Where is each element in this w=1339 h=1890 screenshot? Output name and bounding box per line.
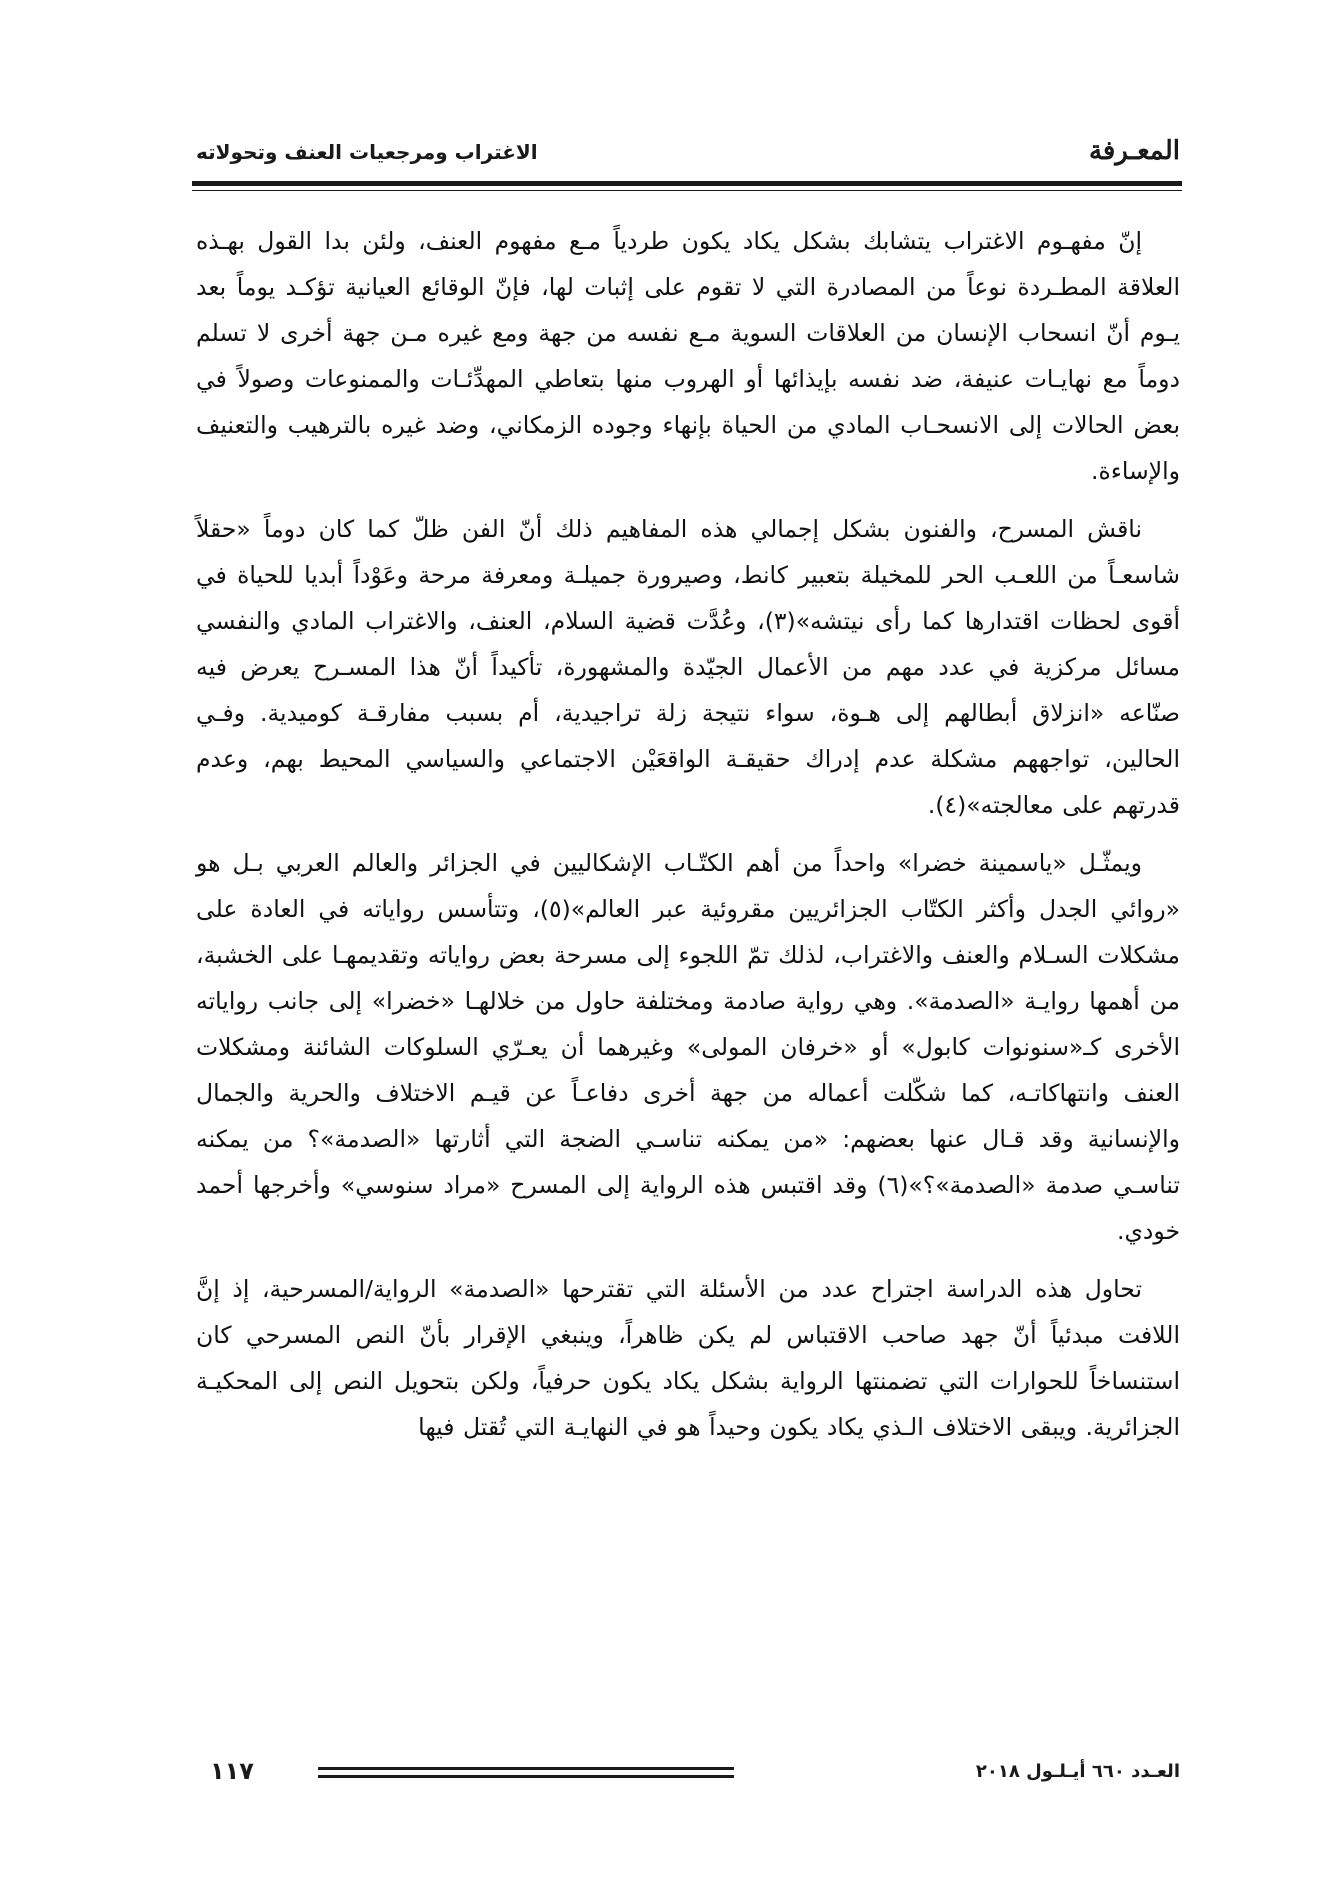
issue-info: العـدد ٦٦٠ أيـلـول ٢٠١٨ <box>975 1761 1180 1782</box>
paragraph: ويمثّـل «ياسمينة خضرا» واحداً من أهم الكتّـاب الإشكاليين في الجزائر والعالم العربي بـل هو «روائي الجدل وأكثر الكتّاب الجزائريين مقروئية عبر العالم»(٥)، وتتأسس رواياته في العادة على مشكلات السـلام والعنف والاغتراب، لذلك تمّ اللجوء إلى مسرحة بعض رواياته وتقديمهـا على الخشبة، من أهمها روايـة «الصدمة». وهي رواية صادمة ومختلفة حاول من خلالهـا «خضرا» إلى جانب رواياته الأخرى كـ«سنونوات كابول» أو «خرفان المولى» وغيرهما أن يعـرّي السلوكات الشائنة ومشكلات العنف وانتهاكاتـه، كما شكّلت أعماله من جهة أخرى دفاعـاً عن قيـم الاختلاف والحرية والجمال والإنسانية وقد قـال عنها بعضهم: «من يمكنه تناسـي الضجة التي أثارتها «الصدمة»؟ من يمكنه تناسـي صدمة «الصدمة»؟»(٦) وقد اقتبس هذه الرواية إلى المسرح «مراد سنوسي» وأخرجها أحمد خودي. <box>196 849 1180 1245</box>
article-body <box>196 218 1180 1450</box>
footer-rule-top <box>318 1767 734 1770</box>
paragraph: إنّ مفهـوم الاغتراب يتشابك بشكل يكاد يكون طردياً مـع مفهوم العنف، ولئن بدا القول بهـذه العلاقة المطـردة نوعاً من المصادرة التي لا تقوم على إثبات لها، فإنّ الوقائع العيانية تؤكـد يوماً بعد يـوم أنّ انسحاب الإنسان من العلاقات السوية مـع نفسه من جهة ومع غيره مـن جهة أخرى لا تسلم دوماً مع نهايـات عنيفة، ضد نفسه بإيذائها أو الهروب منها بتعاطي المهدِّئـات والممنوعات وصولاً في بعض الحالات إلى الانسحـاب المادي من الحياة بإنهاء وجوده الزمكاني، وضد غيره بالترهيب والتعنيف والإساءة. <box>196 227 1180 485</box>
page-number: ١١٧ <box>210 1757 254 1785</box>
header-rule-thick <box>192 181 1182 186</box>
page-header <box>196 132 1180 172</box>
paragraph: تحاول هذه الدراسة اجتراح عدد من الأسئلة التي تقترحها «الصدمة» الرواية/المسرحية، إذ إنَّ اللافت مبدئياً أنّ جهد صاحب الاقتباس لم يكن ظاهراً، وينبغي الإقرار بأنّ النص المسرحي كان استنساخاً للحوارات التي تضمنتها الرواية بشكل يكاد يكون حرفياً، ولكن بتحويل النص إلى المحكيـة الجزائرية. ويبقى الاختلاف الـذي يكاد يكون وحيداً هو في النهايـة التي تُقتل فيها <box>196 1275 1180 1441</box>
running-title: الاغتراب ومرجعيات العنف وتحولاته <box>196 140 538 164</box>
footer-rule-bottom <box>318 1775 734 1778</box>
magazine-logo: المعـرفة <box>1088 136 1180 166</box>
paragraph: ناقش المسرح، والفنون بشكل إجمالي هذه المفاهيم ذلك أنّ الفن ظلّ كما كان دوماً «حقلاً شاسعـاً من اللعـب الحر للمخيلة بتعبير كانط، وصيرورة جميلـة ومعرفة مرحة وعَوْداً أبديا للحياة في أقوى لحظات اقتدارها كما رأى نيتشه»(٣)، وعُدَّت قضية السلام، العنف، والاغتراب المادي والنفسي مسائل مركزية في عدد مهم من الأعمال الجيّدة والمشهورة، تأكيداً أنّ هذا المسـرح يعرض فيه صنّاعه «انزلاق أبطالهم إلى هـوة، سواء نتيجة زلة تراجيدية، أم بسبب مفارقـة كوميدية. وفـي الحالين، تواجههم مشكلة عدم إدراك حقيقـة الواقعَيْن الاجتماعي والسياسي المحيط بهم، وعدم قدرتهم على معالجته»(٤). <box>196 515 1180 819</box>
header-rule-thin <box>192 190 1182 191</box>
